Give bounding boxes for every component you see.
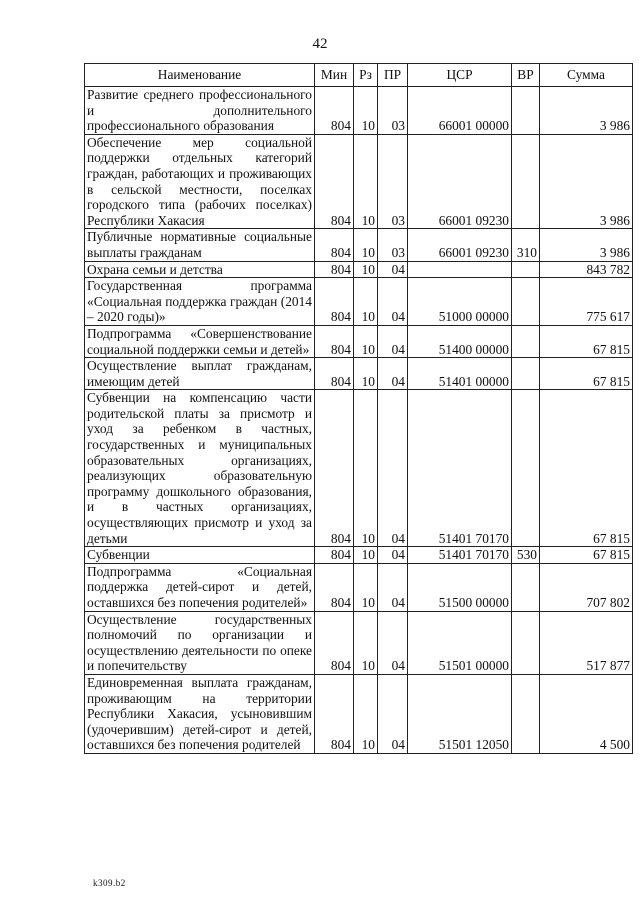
- cell-rz: 10: [354, 229, 378, 261]
- cell-vr: [512, 325, 540, 357]
- cell-csr: 51000 00000: [408, 278, 512, 326]
- cell-name: Охрана семьи и детства: [85, 261, 315, 278]
- cell-csr: 66001 09230: [408, 134, 512, 229]
- cell-pr: 04: [378, 358, 408, 390]
- cell-min: 804: [315, 611, 354, 674]
- cell-min: 804: [315, 358, 354, 390]
- cell-name: Подпрограмма «Совершенствование социальной поддержки семьи и детей»: [85, 325, 315, 357]
- cell-rz: 10: [354, 674, 378, 753]
- cell-vr: [512, 390, 540, 547]
- cell-pr: 04: [378, 547, 408, 564]
- col-header-sum: Сумма: [540, 64, 633, 87]
- cell-min: 804: [315, 278, 354, 326]
- col-header-vr: ВР: [512, 64, 540, 87]
- cell-sum: 67 815: [540, 390, 633, 547]
- cell-csr: 66001 00000: [408, 87, 512, 135]
- col-header-min: Мин: [315, 64, 354, 87]
- cell-pr: 03: [378, 87, 408, 135]
- cell-csr: [408, 261, 512, 278]
- table-row: [85, 87, 633, 135]
- cell-csr: 51500 00000: [408, 563, 512, 611]
- cell-rz: 10: [354, 390, 378, 547]
- cell-min: 804: [315, 229, 354, 261]
- cell-vr: [512, 563, 540, 611]
- cell-rz: 10: [354, 547, 378, 564]
- cell-pr: 04: [378, 325, 408, 357]
- cell-vr: [512, 611, 540, 674]
- footer-code: k309.b2: [93, 878, 126, 888]
- cell-min: 804: [315, 547, 354, 564]
- cell-vr: [512, 134, 540, 229]
- cell-name: Обеспечение мер социальной поддержки отдельных категорий граждан, работающих и проживающих в сельской местности, поселках городского типа (рабочих поселках) Республики Хакасия: [85, 134, 315, 229]
- cell-name: Публичные нормативные социальные выплаты гражданам: [85, 229, 315, 261]
- cell-pr: 04: [378, 261, 408, 278]
- cell-pr: 04: [378, 278, 408, 326]
- table-row: [85, 547, 633, 564]
- table-row: [85, 358, 633, 390]
- col-header-rz: Рз: [354, 64, 378, 87]
- cell-sum: 3 986: [540, 134, 633, 229]
- cell-vr: [512, 87, 540, 135]
- cell-rz: 10: [354, 278, 378, 326]
- cell-min: 804: [315, 87, 354, 135]
- table-row: [85, 563, 633, 611]
- budget-table: [84, 63, 633, 754]
- cell-sum: 707 802: [540, 563, 633, 611]
- cell-name: Единовременная выплата гражданам, проживающим на территории Республики Хакасия, усыновившим (удочерившим) детей-сирот и детей, оставшихся без попечения родителей: [85, 674, 315, 753]
- col-header-csr: ЦСР: [408, 64, 512, 87]
- cell-min: 804: [315, 563, 354, 611]
- cell-rz: 10: [354, 87, 378, 135]
- cell-pr: 03: [378, 229, 408, 261]
- cell-name: Субвенции на компенсацию части родительской платы за присмотр и уход за ребенком в частных, государственных и муниципальных образовательных организациях, реализующих образовательную программу дошкольного образования, и в частных организациях, осуществляющих присмотр и уход за детьми: [85, 390, 315, 547]
- table-row: [85, 325, 633, 357]
- cell-sum: 3 986: [540, 87, 633, 135]
- cell-rz: 10: [354, 134, 378, 229]
- cell-csr: 51501 12050: [408, 674, 512, 753]
- cell-pr: 04: [378, 674, 408, 753]
- cell-name: Подпрограмма «Социальная поддержка детей-сирот и детей, оставшихся без попечения родителей»: [85, 563, 315, 611]
- cell-csr: 51501 00000: [408, 611, 512, 674]
- table-row: [85, 611, 633, 674]
- cell-min: 804: [315, 134, 354, 229]
- table-row: [85, 134, 633, 229]
- cell-pr: 03: [378, 134, 408, 229]
- cell-name: Государственная программа «Социальная поддержка граждан (2014 – 2020 годы)»: [85, 278, 315, 326]
- cell-sum: 517 877: [540, 611, 633, 674]
- header-row: [85, 64, 633, 87]
- cell-name: Осуществление выплат гражданам, имеющим детей: [85, 358, 315, 390]
- cell-sum: 775 617: [540, 278, 633, 326]
- cell-sum: 843 782: [540, 261, 633, 278]
- cell-name: Осуществление государственных полномочий по организации и осуществлению деятельности по опеке и попечительству: [85, 611, 315, 674]
- cell-rz: 10: [354, 261, 378, 278]
- cell-min: 804: [315, 390, 354, 547]
- cell-csr: 51400 00000: [408, 325, 512, 357]
- page-number: 42: [312, 36, 328, 52]
- cell-sum: 67 815: [540, 358, 633, 390]
- cell-vr: [512, 261, 540, 278]
- cell-csr: 51401 70170: [408, 547, 512, 564]
- cell-min: 804: [315, 674, 354, 753]
- cell-vr: 310: [512, 229, 540, 261]
- cell-pr: 04: [378, 390, 408, 547]
- cell-name: Субвенции: [85, 547, 315, 564]
- cell-vr: [512, 674, 540, 753]
- cell-sum: 67 815: [540, 325, 633, 357]
- cell-rz: 10: [354, 563, 378, 611]
- table-row: [85, 261, 633, 278]
- cell-sum: 3 986: [540, 229, 633, 261]
- cell-min: 804: [315, 261, 354, 278]
- cell-vr: 530: [512, 547, 540, 564]
- cell-vr: [512, 278, 540, 326]
- cell-rz: 10: [354, 325, 378, 357]
- table-row: [85, 229, 633, 261]
- cell-csr: 51401 00000: [408, 358, 512, 390]
- cell-csr: 51401 70170: [408, 390, 512, 547]
- cell-pr: 04: [378, 611, 408, 674]
- table-row: [85, 674, 633, 753]
- cell-sum: 4 500: [540, 674, 633, 753]
- cell-name: Развитие среднего профессионального и дополнительного профессионального образования: [85, 87, 315, 135]
- cell-min: 804: [315, 325, 354, 357]
- col-header-name: Наименование: [85, 64, 315, 87]
- cell-rz: 10: [354, 611, 378, 674]
- cell-pr: 04: [378, 563, 408, 611]
- cell-vr: [512, 358, 540, 390]
- cell-rz: 10: [354, 358, 378, 390]
- cell-csr: 66001 09230: [408, 229, 512, 261]
- col-header-pr: ПР: [378, 64, 408, 87]
- cell-sum: 67 815: [540, 547, 633, 564]
- table-row: [85, 390, 633, 547]
- table-row: [85, 278, 633, 326]
